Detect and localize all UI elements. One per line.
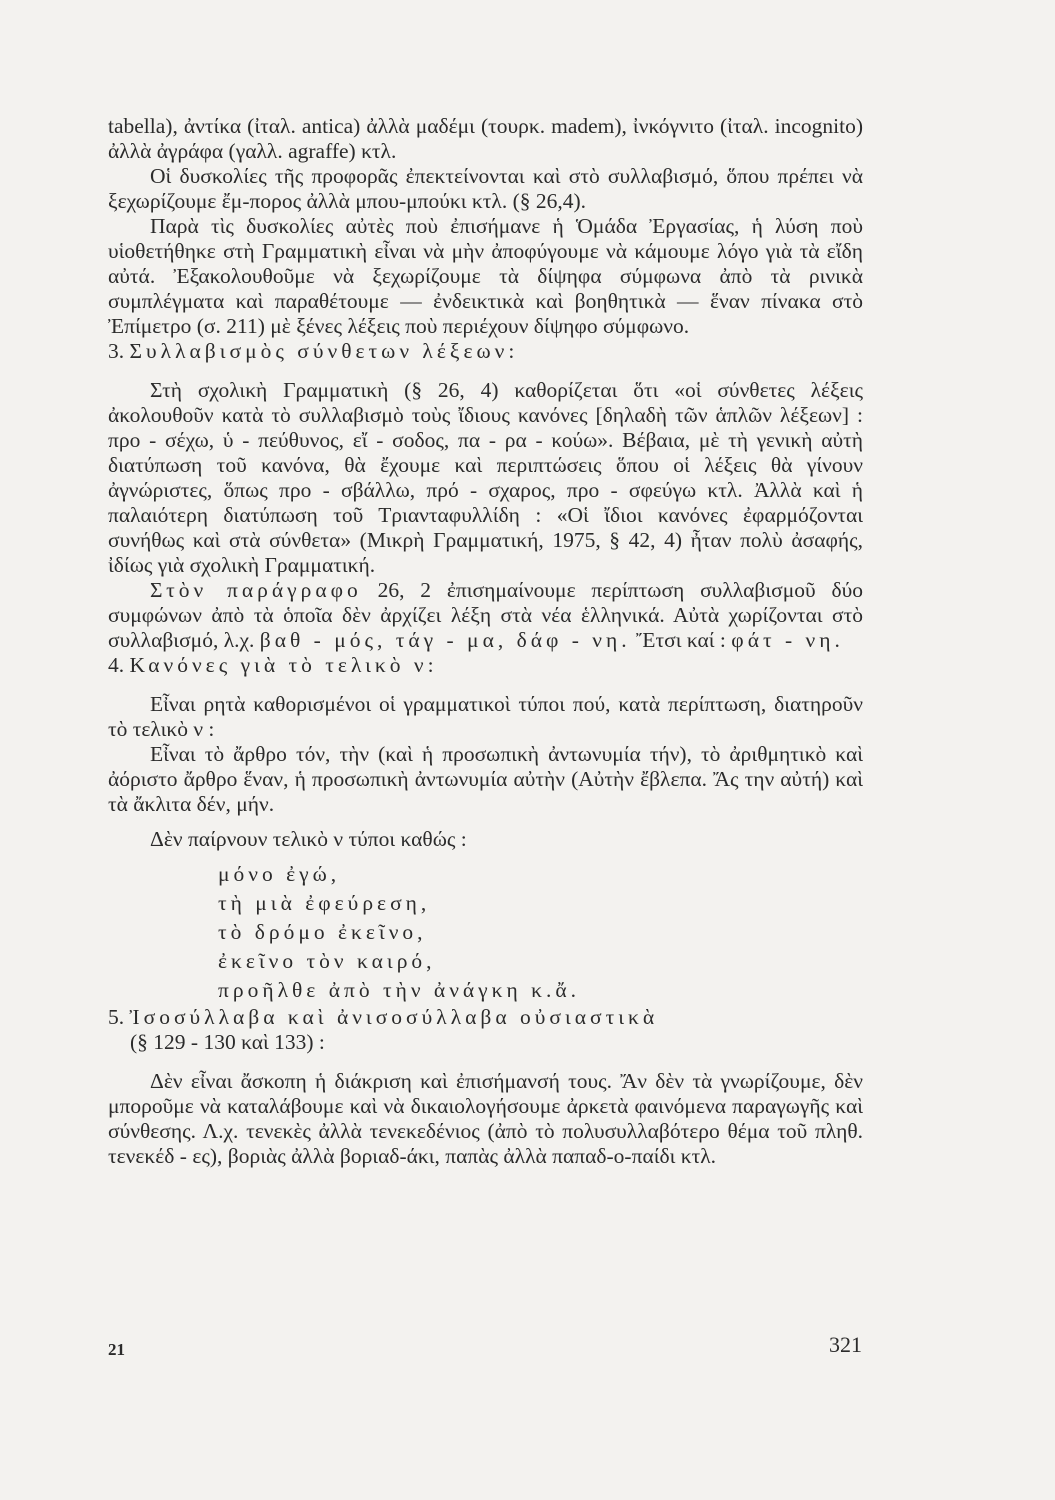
paragraph-7: Εἶναι τὸ ἄρθρο τόν, τὴν (καὶ ἡ προσωπικὴ ἀντωνυμία τήν), τὸ ἀριθμητικὸ καὶ ἀόριστο ἄρθρο ἕναν, ἡ προσωπικὴ ἀντωνυμία αὐτὴν (Αὐτὴν ἔβλεπα. Ἄς την αὐτή) καὶ τὰ ἄκλιτα δέν, μήν. (108, 742, 863, 816)
heading-3 (108, 339, 863, 364)
paragraph-3: Παρὰ τὶς δυσκολίες αὐτὲς ποὺ ἐπισήμανε ἡ Ὁμάδα Ἐργασίας, ἡ λύση ποὺ υἱοθετήθηκε στὴ Γραμματικὴ εἶναι νὰ μὴν ἀποφύγουμε νὰ κάμουμε λόγο γιὰ τὰ εἴδη αὐτά. Ἐξακολουθοῦμε νὰ ξεχωρίζουμε τὰ δίψηφα σύμφωνα ἀπὸ τὰ ρινικὰ συμπλέγματα καὶ παραθέτουμε — ἐνδεικτικὰ καὶ βοηθητικὰ — ἕναν πίνακα στὸ Ἐπίμετρο (σ. 211) μὲ ξένες λέξεις ποὺ περιέχουν δίψηφο σύμφωνο. (108, 214, 863, 338)
heading-5 (108, 1005, 863, 1030)
example-item: τὸ δρόμο ἐκεῖνο, (218, 920, 427, 944)
page-body (108, 114, 863, 1169)
examples-list (218, 860, 863, 1005)
signature-number: 21 (108, 1340, 125, 1359)
example-item: τὴ μιὰ ἐφεύρεση, (218, 891, 431, 915)
heading-4 (108, 653, 863, 678)
paragraph-8: Δὲν παίρνουν τελικὸ ν τύποι καθώς : (150, 827, 467, 851)
paragraph-4: Στὴ σχολικὴ Γραμματικὴ (§ 26, 4) καθορίζεται ὅτι «οἱ σύνθετες λέξεις ἀκολουθοῦν κατὰ τὸ συλλαβισμὸ τοὺς ἴδιους κανόνες [δηλαδὴ τῶν ἁπλῶν λέξεων] : προ - σέχω, ὑ - πεύθυνος, εἴ - σοδος, πα - ρα - κούω». Βέβαια, μὲ τὴ γενικὴ αὐτὴ διατύπωση τοῦ κανόνα, θὰ ἔχουμε καὶ περιπτώσεις ὅπου οἱ λέξεις θὰ γίνουν ἀγνώριστες, ὅπως προ - σβάλλω, πρό - σχαρος, προ - σφεύγω κτλ. Ἀλλὰ καὶ ἡ παλαιότερη διατύπωση τοῦ Τριανταφυλλίδη : «Οἱ ἴδιοι κανόνες ἐφαρμόζονται συνήθως καὶ στὰ σύνθετα» (Μικρὴ Γραμματική, 1975, § 42, 4) ἦταν πολὺ ἀσαφής, ἰδίως γιὰ σχολικὴ Γραμματική. (108, 378, 863, 577)
heading-5-title: Ἰσοσύλλαβα καὶ ἀνισοσύλλαβα οὐσιαστικὰ (129, 1005, 659, 1029)
paragraph-5 (108, 578, 863, 653)
page-number: 321 (829, 1332, 862, 1357)
paragraph-5-example-2: φάτ - νη. (731, 628, 844, 652)
paragraph-5-example-1: βαθ - μός, τάγ - μα, δάφ - νη. (259, 628, 631, 652)
paragraph-6: Εἶναι ρητὰ καθορισμένοι οἱ γραμματικοὶ τύποι πού, κατὰ περίπτωση, διατηροῦν τὸ τελικὸ ν : (108, 692, 863, 741)
paragraph-5-tail: Ἔτσι καί : (630, 628, 732, 652)
heading-4-number: 4. (108, 653, 125, 677)
paragraph-5-lead: Στὸν παράγραφο (150, 578, 362, 602)
paragraph-5-rest: 26, 2 ἐπισημαίνουμε περίπτωση συλλαβισμοῦ δύο συμφώνων ἀπὸ τὰ ὁποῖα δὲν ἀρχίζει λέξη στὰ νέα ἑλληνικά. Αὐτὰ χωρίζονται στὸ συλλαβισμό, λ.χ. (108, 578, 863, 652)
heading-5-reference: (§ 129 - 130 καὶ 133) : (130, 1030, 325, 1054)
example-item: μόνο ἐγώ, (218, 862, 341, 886)
example-item: ἐκεῖνο τὸν καιρό, (218, 949, 436, 973)
heading-4-title: Κανόνες γιὰ τὸ τελικὸ ν: (129, 653, 438, 677)
paragraph-9: Δὲν εἶναι ἄσκοπη ἡ διάκριση καὶ ἐπισήμανσή τους. Ἄν δὲν τὰ γνωρίζουμε, δὲν μποροῦμε νὰ καταλάβουμε καὶ νὰ δικαιολογήσουμε ἀρκετὰ φαινόμενα παραγωγῆς καὶ σύνθεσης. Λ.χ. τενεκὲς ἀλλὰ τενεκεδένιος (ἀπὸ τὸ πολυσυλλαβότερο θέμα τοῦ πληθ. τενεκέδ - ες), βοριὰς ἀλλὰ βοριαδ-άκι, παπὰς ἀλλὰ παπαδ-ο-παίδι κτλ. (108, 1069, 863, 1168)
example-item: προῆλθε ἀπὸ τὴν ἀνάγκη κ.ἄ. (218, 978, 580, 1002)
paragraph-1: tabella), ἀντίκα (ἰταλ. antica) ἀλλὰ μαδέμι (τουρκ. madem), ἰνκόγνιτο (ἰταλ. incognito) ἀλλὰ ἀγράφα (γαλλ. agraffe) κτλ. (108, 114, 863, 163)
heading-3-title: Συλλαβισμὸς σύνθετων λέξεων: (129, 339, 519, 363)
heading-3-number: 3. (108, 339, 125, 363)
heading-5-number: 5. (108, 1005, 125, 1029)
paragraph-2: Οἱ δυσκολίες τῆς προφορᾶς ἐπεκτείνονται καὶ στὸ συλλαβισμό, ὅπου πρέπει νὰ ξεχωρίζουμε ἔμ-πορος ἀλλὰ μπου-μπούκι κτλ. (§ 26,4). (108, 164, 863, 213)
